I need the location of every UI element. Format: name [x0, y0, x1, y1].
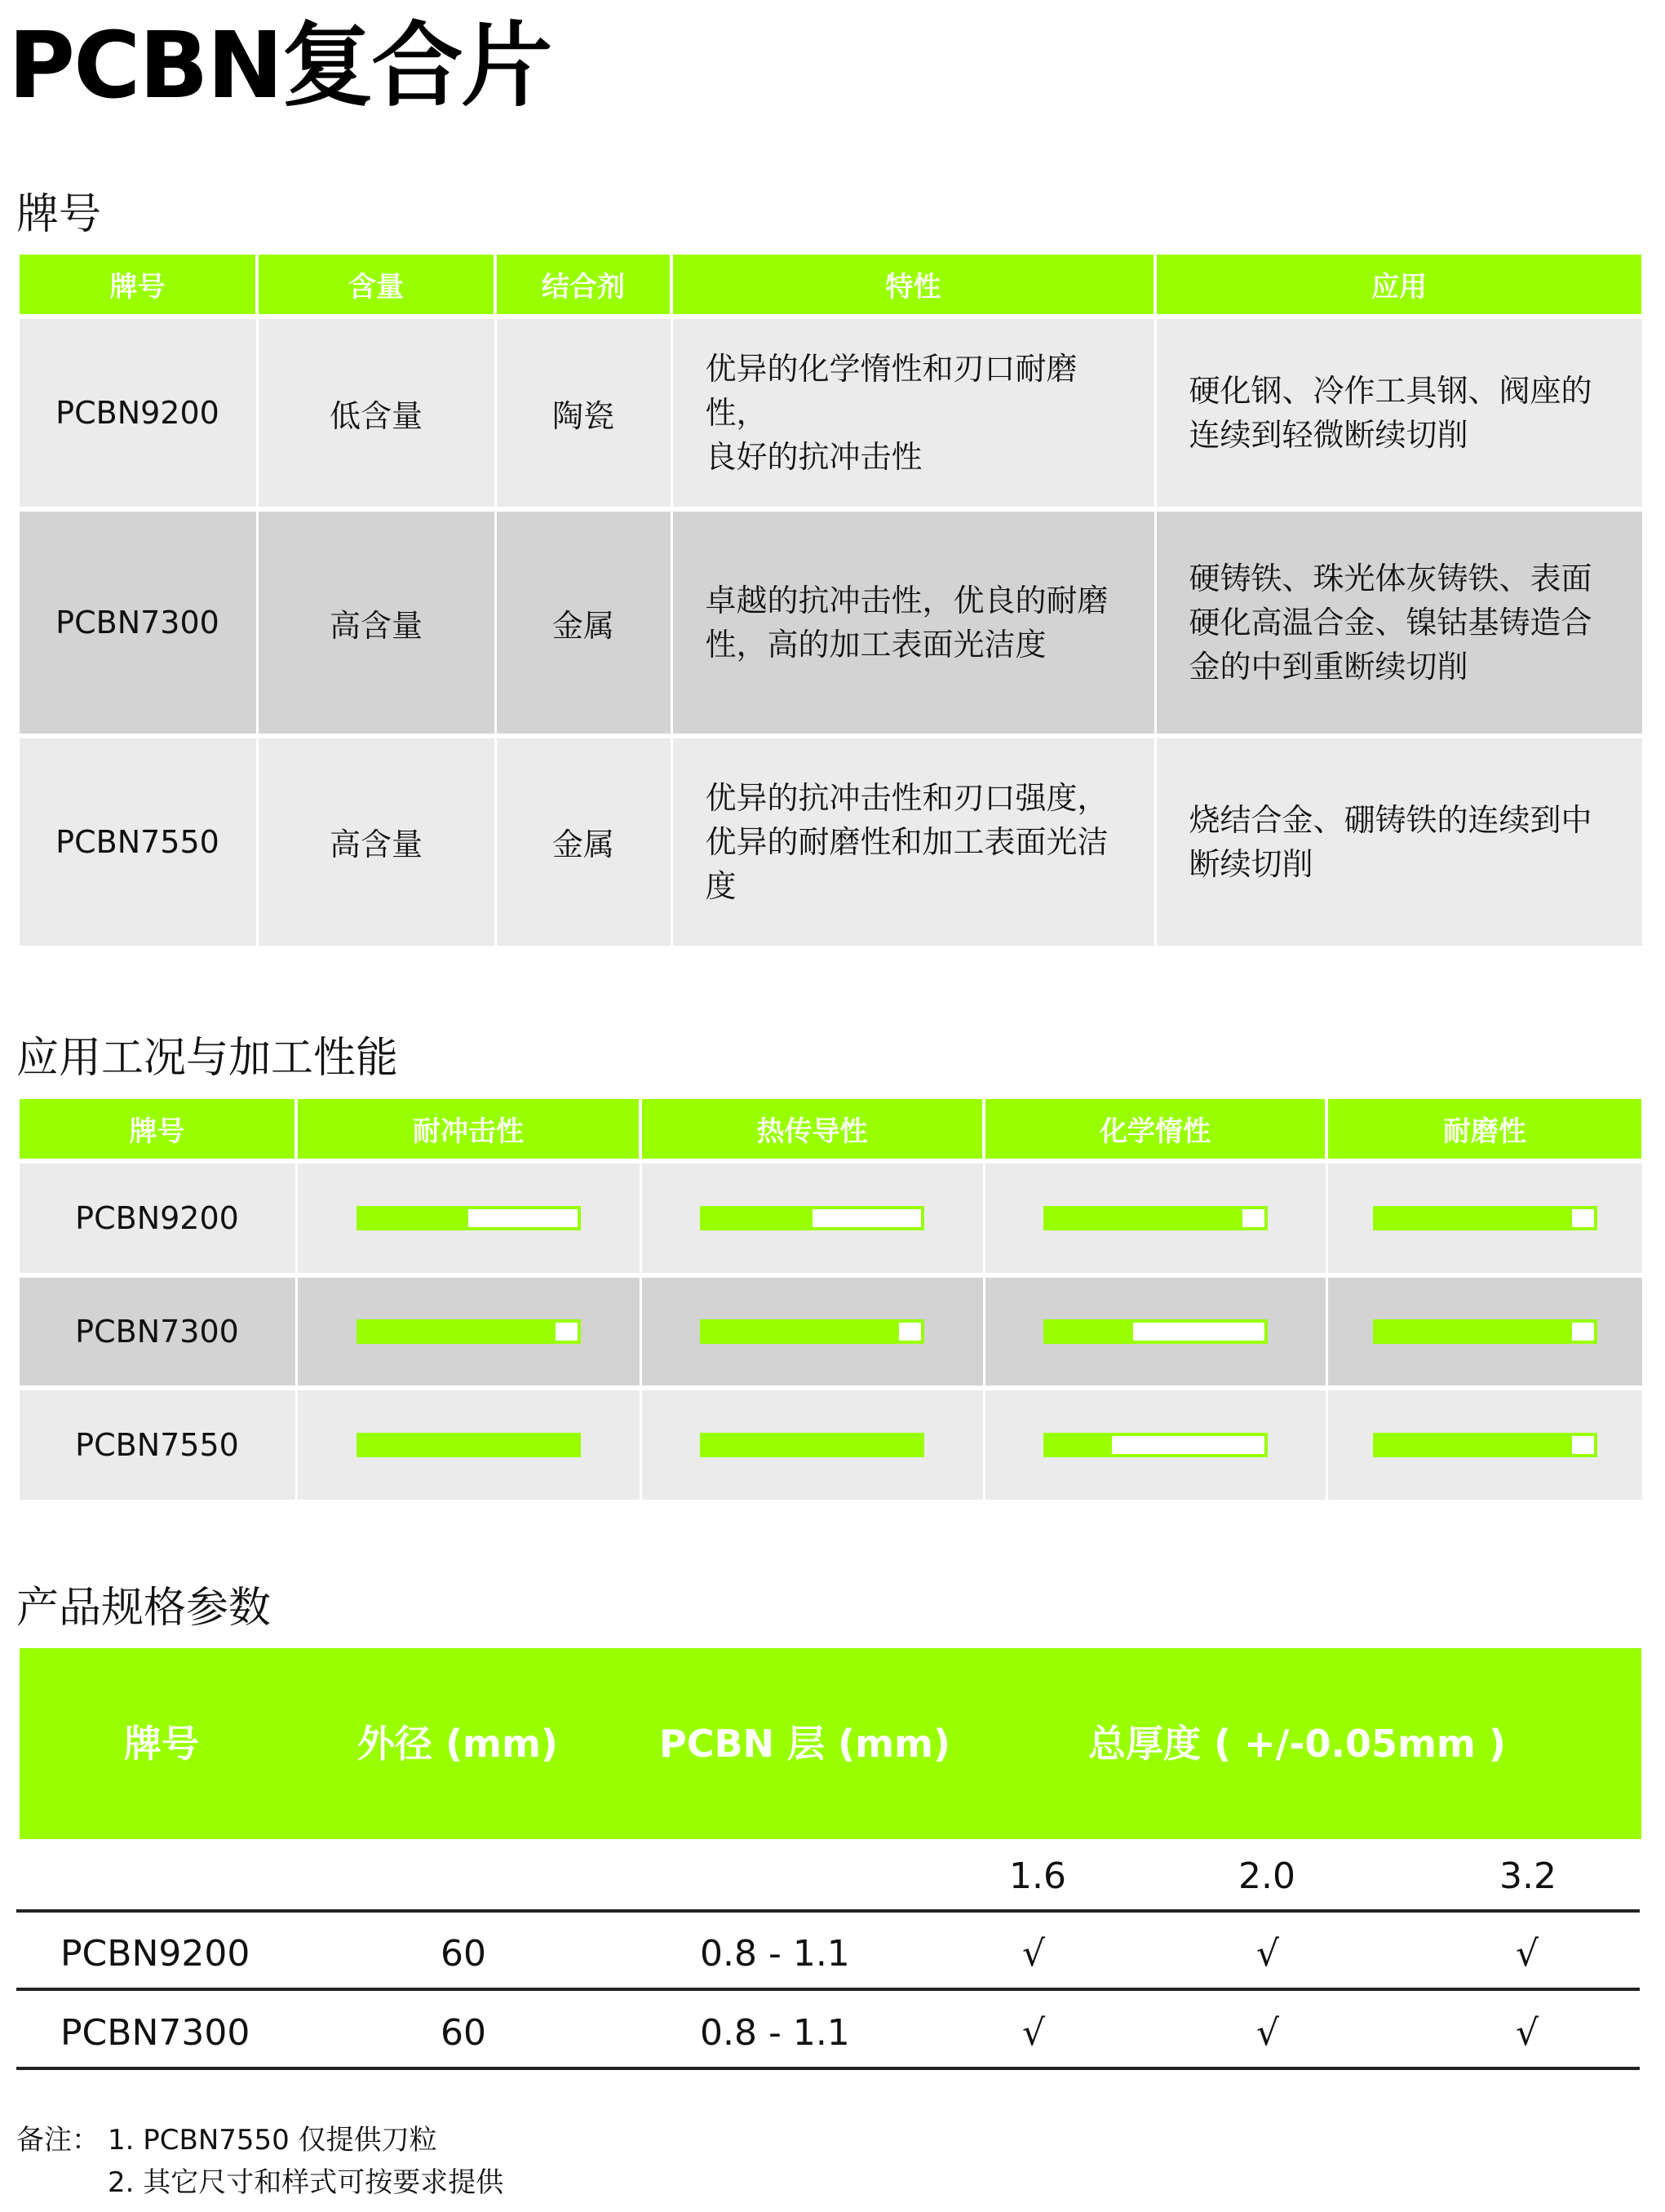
performance-section-title: 应用工况与加工性能 — [16, 1034, 399, 1083]
table-row — [18, 317, 1643, 509]
level-bar-fill — [1376, 1323, 1572, 1341]
application-line: 硬化钢、冷作工具钢、阀座的 — [1189, 373, 1592, 409]
performance-header-grade: 牌号 — [18, 1099, 296, 1161]
grades-header-grade: 牌号 — [18, 255, 257, 317]
level-bar-fill — [1047, 1209, 1242, 1227]
check-mark: √ — [1256, 1933, 1280, 1975]
grade-cell: PCBN9200 — [18, 317, 257, 509]
spec-layer-cell: 0.8 - 1.1 — [700, 1933, 850, 1975]
feature-line: 优异的抗冲击性和刃口强度， — [705, 779, 1109, 816]
spec-diameter-cell: 60 — [441, 2012, 486, 2054]
feature-cell — [671, 317, 1155, 509]
spec-diameter-cell: 60 — [441, 1933, 486, 1975]
content-cell: 高含量 — [257, 736, 495, 946]
grades-header-feature: 特性 — [671, 255, 1155, 317]
level-bar — [700, 1433, 924, 1457]
application-cell — [1155, 317, 1643, 509]
grade-cell: PCBN7550 — [18, 736, 257, 946]
spec-divider — [16, 1988, 1640, 1991]
impact-cell — [296, 1275, 640, 1388]
check-mark: √ — [1022, 2012, 1046, 2054]
level-bar-fill — [1376, 1436, 1572, 1454]
level-bar — [1373, 1206, 1597, 1230]
level-bar — [1373, 1433, 1597, 1457]
level-bar-fill — [360, 1323, 556, 1341]
note-item: 2. 其它尺寸和样式可按要求提供 — [108, 2166, 504, 2199]
feature-line: 良好的抗冲击性 — [705, 439, 923, 475]
level-bar-fill — [1047, 1323, 1134, 1341]
level-bar-fill — [1047, 1436, 1112, 1454]
wear-cell — [1326, 1275, 1643, 1388]
level-bar-fill — [360, 1209, 469, 1227]
application-cell — [1155, 736, 1643, 946]
impact-cell — [296, 1388, 640, 1501]
thermal-cell — [640, 1275, 984, 1388]
feature-line: 卓越的抗冲击性，优良的耐磨 — [705, 583, 1109, 618]
grades-section-title: 牌号 — [16, 190, 102, 239]
thickness-option-1-6: 1.6 — [1009, 1855, 1066, 1897]
performance-header-chemical: 化学惰性 — [984, 1099, 1326, 1161]
table-row — [18, 1275, 1643, 1388]
wear-cell — [1326, 1161, 1643, 1275]
level-bar-fill — [703, 1323, 899, 1341]
content-cell: 低含量 — [257, 317, 495, 509]
level-bar-fill — [360, 1436, 578, 1454]
chemical-cell — [984, 1161, 1326, 1275]
application-line: 断续切削 — [1189, 845, 1313, 882]
performance-header-impact: 耐冲击性 — [296, 1099, 640, 1161]
spec-header-layer: PCBN 层 (mm) — [659, 1722, 950, 1766]
level-bar — [356, 1206, 581, 1230]
level-bar — [1043, 1319, 1268, 1344]
level-bar-fill — [703, 1436, 921, 1454]
level-bar-fill — [1376, 1209, 1572, 1227]
spec-header — [20, 1648, 1641, 1839]
performance-header-wear: 耐磨性 — [1326, 1099, 1643, 1161]
binder-cell: 陶瓷 — [495, 317, 671, 509]
level-bar — [356, 1319, 581, 1344]
impact-cell — [296, 1161, 640, 1275]
spec-header-grade: 牌号 — [124, 1722, 199, 1766]
wear-cell — [1326, 1388, 1643, 1501]
table-row — [18, 1161, 1643, 1275]
feature-line: 性，高的加工表面光洁度 — [705, 627, 1047, 663]
chemical-cell — [984, 1275, 1326, 1388]
grades-table — [16, 255, 1645, 948]
page-title: PCBN复合片 — [8, 13, 551, 119]
binder-cell: 金属 — [495, 736, 671, 946]
level-bar — [356, 1433, 581, 1457]
grades-header-application: 应用 — [1155, 255, 1643, 317]
level-bar-fill — [703, 1209, 813, 1227]
chemical-cell — [984, 1388, 1326, 1501]
spec-grade-cell: PCBN7300 — [60, 2012, 250, 2054]
table-row — [18, 509, 1643, 736]
performance-header-row — [18, 1099, 1643, 1161]
binder-cell: 金属 — [495, 509, 671, 736]
check-mark: √ — [1516, 2012, 1539, 2054]
performance-header-thermal: 热传导性 — [640, 1099, 984, 1161]
note-item: 1. PCBN7550 仅提供刀粒 — [108, 2124, 437, 2157]
grades-header-content: 含量 — [257, 255, 495, 317]
application-line: 硬铸铁、珠光体灰铸铁、表面 — [1189, 561, 1592, 596]
application-cell — [1155, 509, 1643, 736]
level-bar — [1043, 1433, 1268, 1457]
spec-header-thickness: 总厚度 ( +/-0.05mm ) — [1088, 1722, 1506, 1766]
feature-line: 优异的化学惰性和刃口耐磨性， — [705, 351, 1078, 431]
application-line: 连续到轻微断续切削 — [1189, 417, 1468, 453]
spec-layer-cell: 0.8 - 1.1 — [700, 2012, 850, 2054]
grades-header-row — [18, 255, 1643, 317]
table-row — [18, 1388, 1643, 1501]
level-bar — [700, 1319, 924, 1344]
level-bar — [1043, 1206, 1268, 1230]
grade-cell: PCBN7550 — [18, 1388, 296, 1501]
thermal-cell — [640, 1388, 984, 1501]
feature-cell — [671, 736, 1155, 946]
level-bar — [700, 1206, 924, 1230]
check-mark: √ — [1022, 1933, 1046, 1975]
table-row — [18, 736, 1643, 946]
thickness-option-2-0: 2.0 — [1238, 1855, 1295, 1897]
feature-line: 优异的耐磨性和加工表面光洁度 — [705, 823, 1109, 904]
application-line: 硬化高温合金、镍钴基铸造合 — [1189, 605, 1592, 641]
feature-cell — [671, 509, 1155, 736]
check-mark: √ — [1516, 1933, 1539, 1975]
spec-section-title: 产品规格参数 — [16, 1584, 272, 1633]
check-mark: √ — [1256, 2012, 1280, 2054]
grades-header-binder: 结合剂 — [495, 255, 671, 317]
grade-cell: PCBN7300 — [18, 509, 257, 736]
spec-grade-cell: PCBN9200 — [60, 1933, 250, 1975]
notes-label: 备注： — [16, 2124, 100, 2157]
spec-divider — [16, 2067, 1640, 2070]
thickness-option-3-2: 3.2 — [1499, 1855, 1557, 1897]
grade-cell: PCBN7300 — [18, 1275, 296, 1388]
application-line: 烧结合金、硼铸铁的连续到中 — [1189, 801, 1592, 838]
spec-divider — [16, 1909, 1640, 1913]
application-line: 金的中到重断续切削 — [1189, 649, 1468, 685]
level-bar — [1373, 1319, 1597, 1344]
spec-header-diameter: 外径 (mm) — [357, 1722, 558, 1766]
content-cell: 高含量 — [257, 509, 495, 736]
performance-table — [16, 1099, 1645, 1502]
thermal-cell — [640, 1161, 984, 1275]
grade-cell: PCBN9200 — [18, 1161, 296, 1275]
